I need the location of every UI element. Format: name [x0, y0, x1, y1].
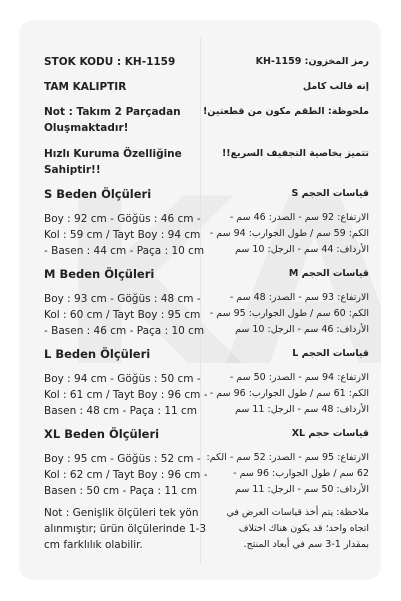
size-m-title-ar: قياسات الحجم M [288, 268, 369, 279]
fit-info-ar: إنه قالب كامل [302, 81, 369, 92]
measure-note-tr-line3: cm farklılık olabilir. [44, 539, 143, 551]
measure-note-ar-line2: اتجاه واحد؛ قد يكون هناك اختلاف [238, 523, 369, 534]
size-l-line3-ar: الأرداف: 48 سم - الرجل: 11 سم [235, 404, 369, 415]
size-m-line1-tr: Boy : 93 cm - Göğüs : 48 cm - [44, 293, 201, 305]
size-m-line3-tr: - Basen : 46 cm - Paça : 10 cm [44, 325, 205, 337]
quick-dry-ar: تتميز بخاصية التجفيف السريع!! [221, 148, 369, 159]
size-xl-line2-ar: 62 سم / طول الجوارب: 96 سم - [233, 468, 369, 479]
size-chart-card [19, 20, 381, 580]
size-l-title-tr: L Beden Ölçüleri [44, 347, 151, 361]
size-xl-line3-tr: Basen : 50 cm - Paça : 11 cm [44, 485, 198, 497]
size-xl-title-ar: قياسات حجم XL [291, 428, 369, 439]
fit-info-tr: TAM KALIPTIR [44, 81, 127, 93]
size-l-line1-tr: Boy : 94 cm - Göğüs : 50 cm - [44, 373, 201, 385]
quick-dry-tr-line1: Hızlı Kuruma Özelliğine [44, 148, 182, 160]
size-s-title-ar: قياسات الحجم S [291, 188, 369, 199]
set-note-ar: ملحوظة: الطقم مكون من قطعتين! [202, 106, 369, 117]
size-s-line3-tr: - Basen : 44 cm - Paça : 10 cm [44, 245, 205, 257]
size-m-line1-ar: الارتفاع: 93 سم - الصدر: 48 سم - [229, 292, 369, 303]
size-xl-line3-ar: الأرداف: 50 سم - الرجل: 11 سم [235, 484, 369, 495]
size-m-title-tr: M Beden Ölçüleri [44, 267, 155, 281]
size-xl-title-tr: XL Beden Ölçüleri [44, 427, 160, 441]
watermark-logo [57, 170, 381, 400]
size-s-line2-ar: الكم: 59 سم / طول الجوارب: 94 سم - [209, 228, 369, 239]
stock-code-ar: رمز المخزون: KH-1159 [255, 56, 369, 67]
measure-note-ar-line3: بمقدار 1-3 سم في أبعاد المنتج. [243, 539, 369, 550]
set-note-tr-line2: Oluşmaktadır! [44, 122, 129, 134]
size-xl-line1-ar: الارتفاع: 95 سم - الصدر: 52 سم - الكم: [206, 452, 369, 463]
quick-dry-tr-line2: Sahiptir!! [44, 164, 101, 176]
measure-note-ar-line1: ملاحظة: يتم أخذ قياسات العرض في [226, 507, 369, 518]
size-m-line3-ar: الأرداف: 46 سم - الرجل: 10 سم [235, 324, 369, 335]
size-xl-line1-tr: Boy : 95 cm - Göğüs : 52 cm - [44, 453, 201, 465]
size-s-line2-tr: Kol : 59 cm / Tayt Boy : 94 cm [44, 229, 201, 241]
set-note-tr-line1: Not : Takım 2 Parçadan [44, 106, 181, 118]
measure-note-tr-line1: Not : Genişlik ölçüleri tek yön [44, 507, 199, 519]
size-s-line1-ar: الارتفاع: 92 سم - الصدر: 46 سم - [229, 212, 369, 223]
size-m-line2-ar: الكم: 60 سم / طول الجوارب: 95 سم - [209, 308, 369, 319]
size-l-line2-ar: الكم: 61 سم / طول الجوارب: 96 سم - [209, 388, 369, 399]
size-s-title-tr: S Beden Ölçüleri [44, 187, 152, 201]
size-l-line2-tr: Kol : 61 cm / Tayt Boy : 96 cm - [44, 389, 208, 401]
size-l-line1-ar: الارتفاع: 94 سم - الصدر: 50 سم - [229, 372, 369, 383]
measure-note-tr-line2: alınmıştır; ürün ölçülerinde 1-3 [44, 523, 207, 535]
size-xl-line2-tr: Kol : 62 cm / Tayt Boy : 96 cm - [44, 469, 208, 481]
size-l-line3-tr: Basen : 48 cm - Paça : 11 cm [44, 405, 198, 417]
size-l-title-ar: قياسات الحجم L [292, 348, 369, 359]
size-s-line3-ar: الأرداف: 44 سم - الرجل: 10 سم [235, 244, 369, 255]
stock-code-tr: STOK KODU : KH-1159 [44, 56, 176, 68]
size-s-line1-tr: Boy : 92 cm - Göğüs : 46 cm - [44, 213, 201, 225]
size-m-line2-tr: Kol : 60 cm / Tayt Boy : 95 cm [44, 309, 201, 321]
